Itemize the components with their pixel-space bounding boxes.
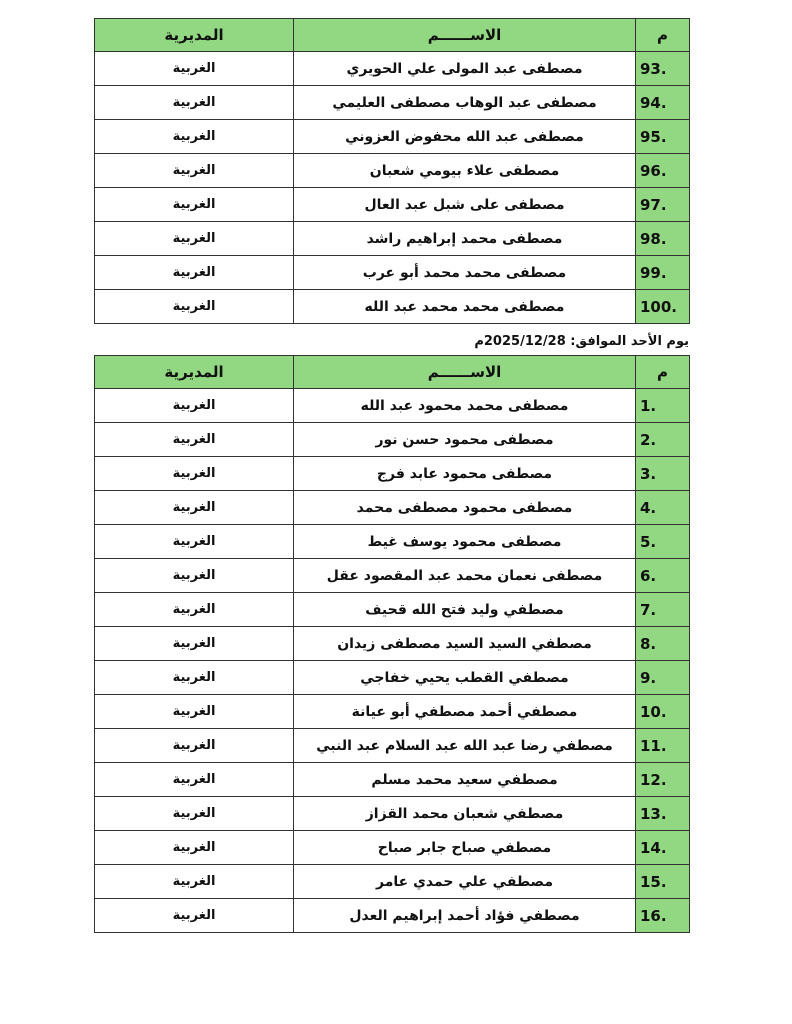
row-directorate: الغربية	[95, 661, 294, 695]
row-name: مصطفي السيد السيد مصطفى زيدان	[294, 627, 636, 661]
table-row	[95, 865, 690, 899]
row-number: 7.	[636, 593, 690, 627]
table-row	[95, 695, 690, 729]
row-directorate: الغربية	[95, 763, 294, 797]
table-row	[95, 831, 690, 865]
row-number: 14.	[636, 831, 690, 865]
row-directorate: الغربية	[95, 389, 294, 423]
table-row	[95, 290, 690, 324]
row-directorate: الغربية	[95, 457, 294, 491]
row-directorate: الغربية	[95, 423, 294, 457]
table-row	[95, 86, 690, 120]
row-number: 12.	[636, 763, 690, 797]
row-number: 8.	[636, 627, 690, 661]
table-row	[95, 389, 690, 423]
row-name: مصطفى علاء بيومي شعبان	[294, 154, 636, 188]
row-name: مصطفى على شبل عبد العال	[294, 188, 636, 222]
row-directorate: الغربية	[95, 865, 294, 899]
table-row	[95, 525, 690, 559]
row-directorate: الغربية	[95, 797, 294, 831]
table-header-row	[95, 356, 690, 389]
date-line: يوم الأحد الموافق: 2025/12/28م	[474, 334, 689, 349]
row-number: 11.	[636, 729, 690, 763]
row-name: مصطفي صباح جابر صباح	[294, 831, 636, 865]
header-directorate: المديرية	[95, 19, 294, 52]
row-name: مصطفي سعيد محمد مسلم	[294, 763, 636, 797]
row-number: 4.	[636, 491, 690, 525]
table-row	[95, 797, 690, 831]
row-directorate: الغربية	[95, 222, 294, 256]
row-number: 5.	[636, 525, 690, 559]
row-directorate: الغربية	[95, 154, 294, 188]
row-name: مصطفى محمد محمود عبد الله	[294, 389, 636, 423]
row-name: مصطفي شعبان محمد القزاز	[294, 797, 636, 831]
table-row	[95, 491, 690, 525]
table-body-2	[95, 389, 690, 933]
row-directorate: الغربية	[95, 593, 294, 627]
table-row	[95, 222, 690, 256]
row-number: 99.	[636, 256, 690, 290]
row-directorate: الغربية	[95, 831, 294, 865]
row-directorate: الغربية	[95, 695, 294, 729]
row-number: 97.	[636, 188, 690, 222]
header-num: م	[636, 19, 690, 52]
row-directorate: الغربية	[95, 86, 294, 120]
table-row	[95, 120, 690, 154]
table-row	[95, 423, 690, 457]
header-directorate: المديرية	[95, 356, 294, 389]
row-name: مصطفى محمود حسن نور	[294, 423, 636, 457]
table-row	[95, 256, 690, 290]
table-row	[95, 763, 690, 797]
row-name: مصطفى محمود عابد فرج	[294, 457, 636, 491]
row-directorate: الغربية	[95, 52, 294, 86]
row-number: 16.	[636, 899, 690, 933]
table-row	[95, 593, 690, 627]
row-number: 96.	[636, 154, 690, 188]
row-number: 93.	[636, 52, 690, 86]
row-name: مصطفى محمد محمد عبد الله	[294, 290, 636, 324]
row-name: مصطفى عبد الله محفوض العزوني	[294, 120, 636, 154]
row-name: مصطفي فؤاد أحمد إبراهيم العدل	[294, 899, 636, 933]
row-number: 98.	[636, 222, 690, 256]
row-number: 94.	[636, 86, 690, 120]
header-name: الاســــــم	[294, 356, 636, 389]
table-row	[95, 627, 690, 661]
table-row	[95, 457, 690, 491]
table-row	[95, 729, 690, 763]
row-directorate: الغربية	[95, 290, 294, 324]
row-directorate: الغربية	[95, 559, 294, 593]
row-name: مصطفي وليد فتح الله قحيف	[294, 593, 636, 627]
table-header-row	[95, 19, 690, 52]
table-row	[95, 154, 690, 188]
row-directorate: الغربية	[95, 525, 294, 559]
row-directorate: الغربية	[95, 491, 294, 525]
row-number: 6.	[636, 559, 690, 593]
row-number: 2.	[636, 423, 690, 457]
row-number: 15.	[636, 865, 690, 899]
table-body-1	[95, 52, 690, 324]
row-name: مصطفي رضا عبد الله عبد السلام عبد النبي	[294, 729, 636, 763]
row-name: مصطفى محمد محمد أبو عرب	[294, 256, 636, 290]
row-directorate: الغربية	[95, 256, 294, 290]
table-row	[95, 661, 690, 695]
row-directorate: الغربية	[95, 729, 294, 763]
row-number: 13.	[636, 797, 690, 831]
header-num: م	[636, 356, 690, 389]
row-name: مصطفى عبد الوهاب مصطفى العليمي	[294, 86, 636, 120]
row-number: 3.	[636, 457, 690, 491]
names-table-2	[94, 355, 690, 933]
row-directorate: الغربية	[95, 188, 294, 222]
row-directorate: الغربية	[95, 627, 294, 661]
row-number: 1.	[636, 389, 690, 423]
row-directorate: الغربية	[95, 899, 294, 933]
header-name: الاســــــم	[294, 19, 636, 52]
names-table-1	[94, 18, 690, 324]
row-name: مصطفى عبد المولى علي الحويري	[294, 52, 636, 86]
row-name: مصطفى محمود مصطفى محمد	[294, 491, 636, 525]
table-row	[95, 559, 690, 593]
row-number: 95.	[636, 120, 690, 154]
table-row	[95, 899, 690, 933]
row-name: مصطفى محمد إبراهيم راشد	[294, 222, 636, 256]
row-number: 100.	[636, 290, 690, 324]
row-name: مصطفي أحمد مصطفي أبو عيانة	[294, 695, 636, 729]
row-number: 10.	[636, 695, 690, 729]
row-name: مصطفي علي حمدي عامر	[294, 865, 636, 899]
row-name: مصطفى محمود يوسف غيط	[294, 525, 636, 559]
row-number: 9.	[636, 661, 690, 695]
table-row	[95, 188, 690, 222]
row-directorate: الغربية	[95, 120, 294, 154]
row-name: مصطفى نعمان محمد عبد المقصود عقل	[294, 559, 636, 593]
table-row	[95, 52, 690, 86]
row-name: مصطفي القطب يحيي خفاجي	[294, 661, 636, 695]
